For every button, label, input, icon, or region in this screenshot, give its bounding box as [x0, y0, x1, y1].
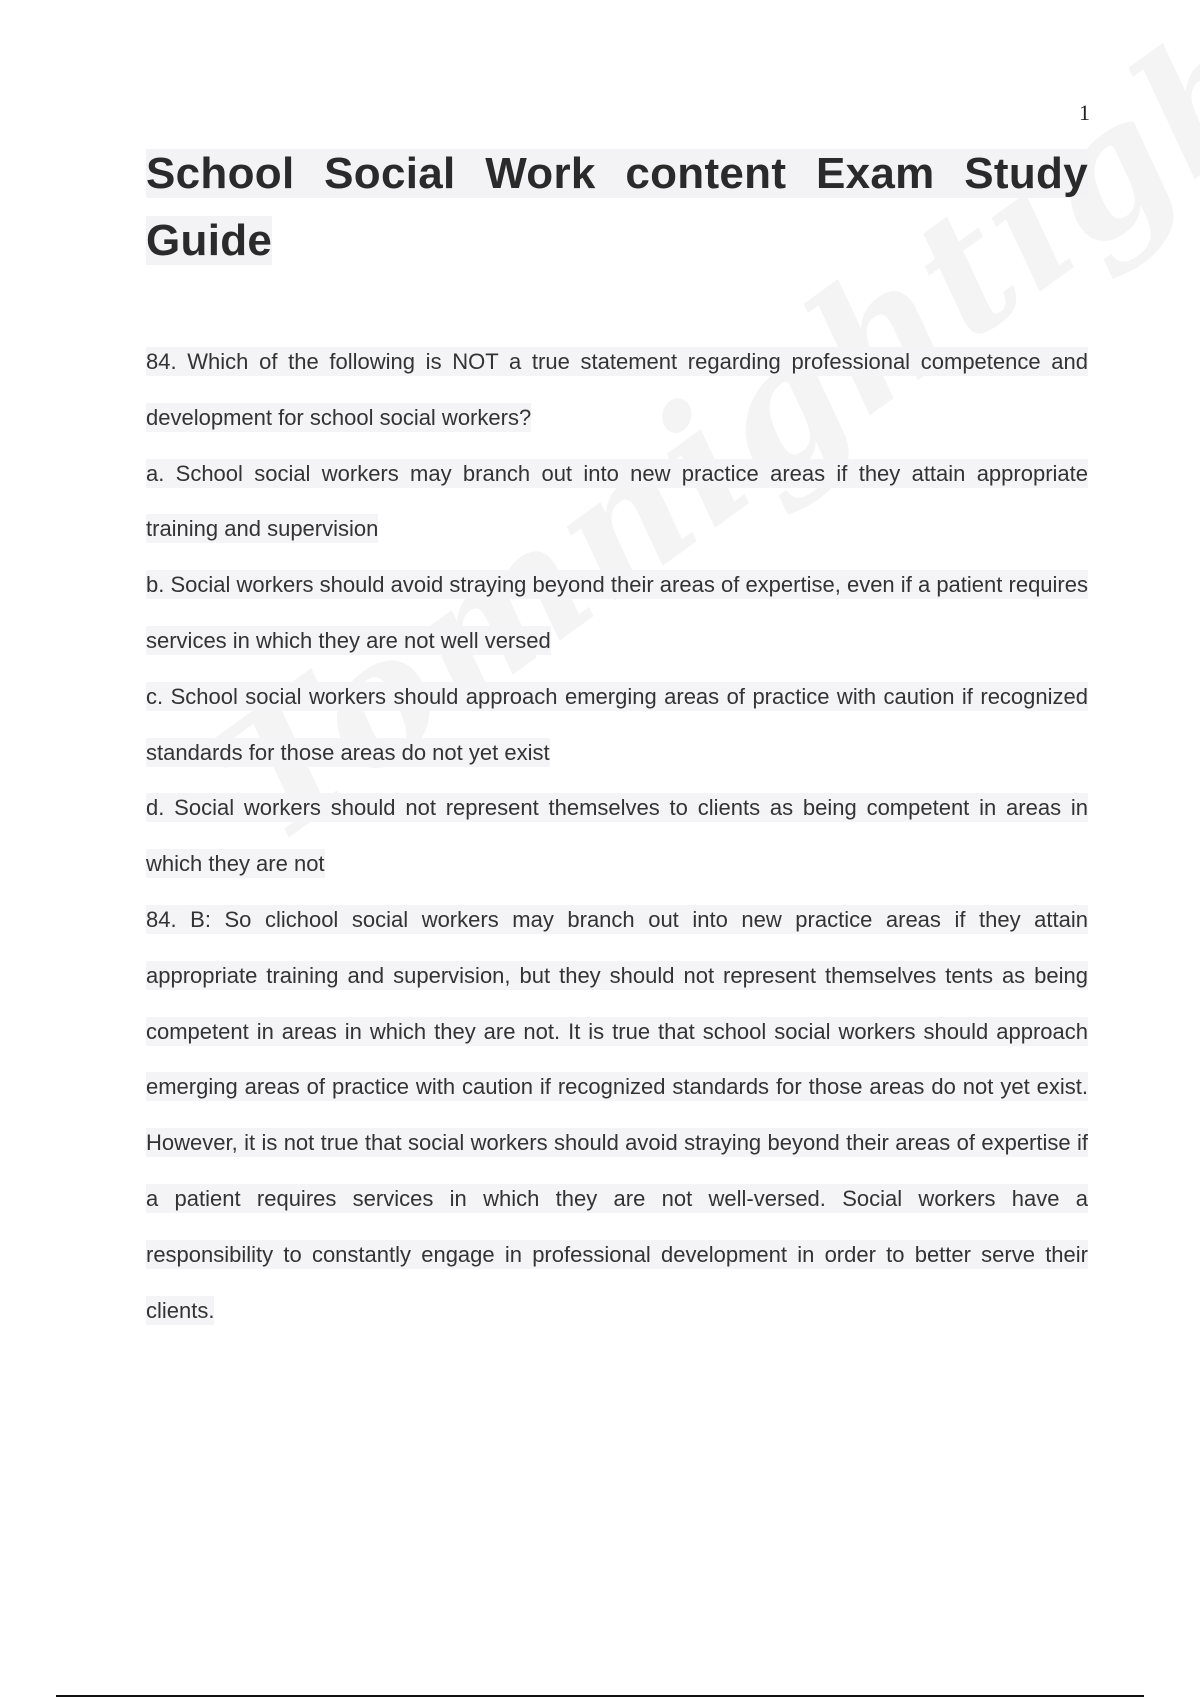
- question-text-span: 84. Which of the following is NOT a true statement regarding professional competence and development for school social workers?: [146, 349, 1088, 430]
- option-c: [146, 669, 1088, 781]
- answer-explanation: [146, 892, 1088, 1338]
- question-block: [146, 334, 1088, 1338]
- option-b: [146, 557, 1088, 669]
- question-text: [146, 334, 1088, 446]
- option-c-text: c. School social workers should approach emerging areas of practice with caution if recognized standards for those areas do not yet exist: [146, 683, 1088, 765]
- option-b-text: b. Social workers should avoid straying beyond their areas of expertise, even if a patient requires services in which they are not well versed: [146, 572, 1088, 653]
- option-d: [146, 780, 1088, 892]
- option-a-text: a. School social workers may branch out into new practice areas if they attain appropriate training and supervision: [146, 460, 1088, 542]
- document-content: [146, 140, 1088, 1338]
- option-a: [146, 446, 1088, 558]
- page-number: 1: [1079, 100, 1090, 125]
- document-title: [146, 140, 1088, 274]
- option-d-text: d. Social workers should not represent themselves to clients as being competent in areas in which they are not: [146, 795, 1088, 877]
- footer-divider: [56, 1695, 1144, 1697]
- document-title-text: School Social Work content Exam Study Guide: [146, 149, 1088, 265]
- answer-explanation-text: 84. B: So clichool social workers may branch out into new practice areas if they attain appropriate training and supervision, but they should not represent themselves tents as being competent in areas in which they are not. It is true that school social workers should approach emerging areas of practice with caution if recognized standards for those areas do not yet exist. However, it is not true that social workers should avoid straying beyond their areas of expertise if a patient requires services in which they are not well-versed. Social workers have a responsibility to constantly engage in professional development in order to better serve their clients.: [146, 906, 1088, 1323]
